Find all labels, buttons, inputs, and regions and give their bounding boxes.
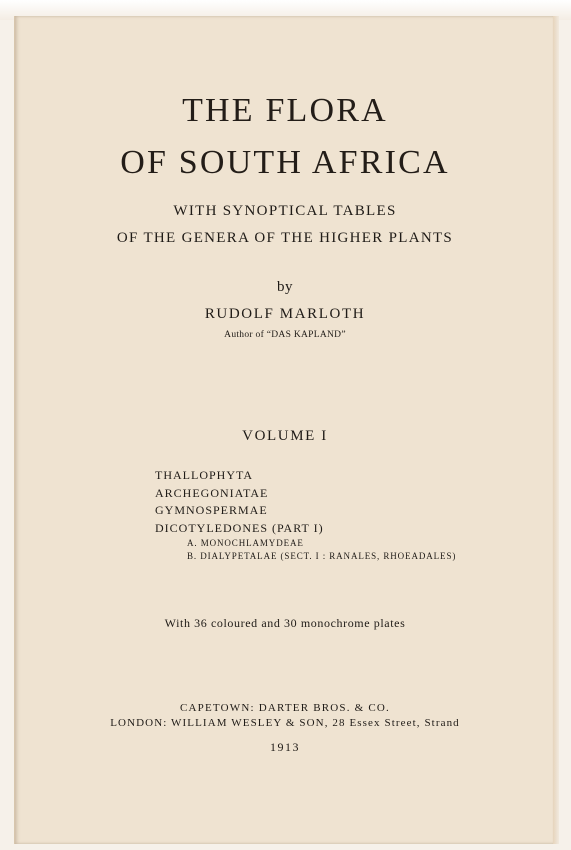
contents-item: DICOTYLEDONES (PART I) (155, 520, 324, 535)
title-line-2: OF SOUTH AFRICA (120, 144, 450, 181)
author-credit: Author of “DAS KAPLAND” (224, 330, 346, 340)
title-line-1: THE FLORA (182, 92, 388, 129)
contents-list (155, 467, 456, 563)
contents-item: ARCHEGONIATAE (155, 485, 269, 500)
volume-label: VOLUME I (242, 428, 328, 444)
title-page (14, 16, 556, 844)
publisher-line-2: LONDON: WILLIAM WESLEY & SON, 28 Essex Street, Strand (110, 717, 460, 729)
contents-item: THALLOPHYTA (155, 468, 254, 482)
publication-year: 1913 (270, 740, 300, 754)
contents-subitem: B. DIALYPETALAE (SECT. I : RANALES, RHOEADALES) (187, 551, 457, 561)
subtitle-line-2: OF THE GENERA OF THE HIGHER PLANTS (116, 230, 454, 246)
contents-item: GYMNOSPERMAE (155, 503, 268, 517)
publisher-line-1: CAPETOWN: DARTER BROS. & CO. (180, 702, 390, 714)
author-name: RUDOLF MARLOTH (204, 306, 366, 322)
subtitle-line-1: WITH SYNOPTICAL TABLES (173, 203, 397, 219)
contents-subitem: A. MONOCHLAMYDEAE (187, 538, 304, 548)
page-edge (553, 16, 559, 844)
byline: by (277, 279, 293, 295)
plates-note: With 36 coloured and 30 monochrome plates (164, 616, 406, 630)
